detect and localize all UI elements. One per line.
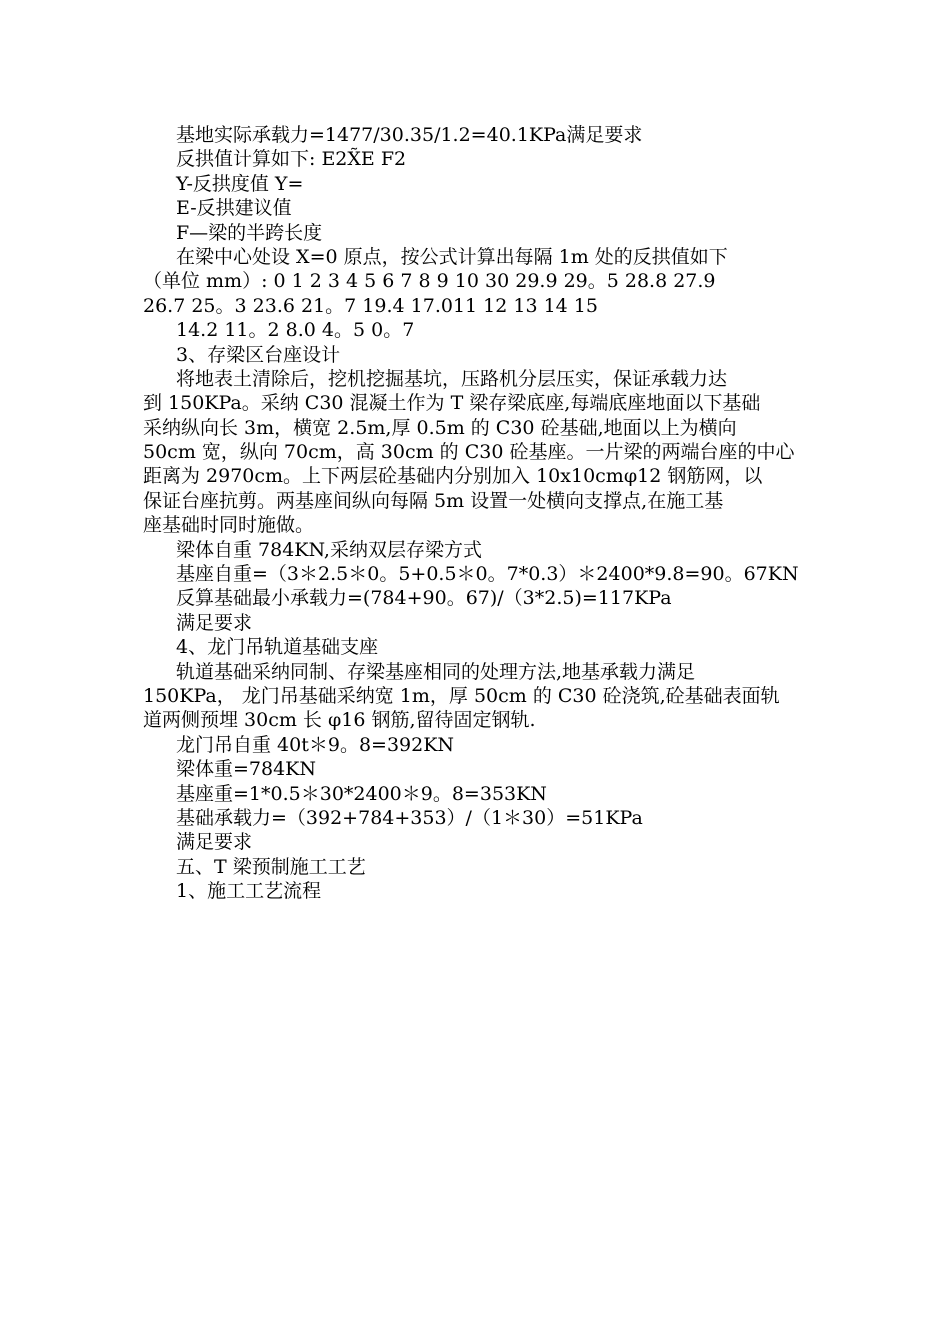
text-line: 满足要求: [176, 831, 253, 854]
text-line: 采纳纵向长 3m，横宽 2.5m,厚 0.5m 的 C30 砼基础,地面以上为横向: [143, 416, 737, 439]
text-line: 14.2 11。2 8.0 4。5 0。7: [176, 319, 415, 342]
text-line: 保证台座抗剪。两基座间纵向每隔 5m 设置一处横向支撑点,在施工基: [143, 489, 724, 512]
text-line: 五、T 梁预制施工工艺: [176, 855, 366, 878]
text-line: 梁体自重 784KN,采纳双层存梁方式: [176, 538, 482, 561]
text-line: 基地实际承载力=1477/30.35/1.2=40.1KPa满足要求: [176, 124, 643, 146]
text-line: 满足要求: [176, 611, 253, 634]
text-line: 基础承载力=（392+784+353）/（1＊30）=51KPa: [176, 806, 643, 829]
text-line: Y-反拱度值 Y=: [176, 172, 304, 195]
text-line: E-反拱建议值: [176, 197, 292, 220]
text-line: （单位 mm）: 0 1 2 3 4 5 6 7 8 9 10 30 29.9 29。5 28.8 27.9: [143, 270, 716, 293]
text-line: 距离为 2970cm。上下两层砼基础内分别加入 10x10cmφ12 钢筋网，以: [143, 465, 763, 488]
text-line: 在梁中心处设 X=0 原点，按公式计算出每隔 1m 处的反拱值如下: [176, 245, 728, 268]
text-line: 反拱值计算如下: E2X̃E F2: [176, 148, 407, 171]
text-line: 梁体重=784KN: [176, 758, 317, 781]
text-line: 1、施工工艺流程: [176, 880, 322, 903]
text-line: 基座重=1*0.5＊30*2400＊9。8=353KN: [176, 782, 547, 805]
document-body: [143, 123, 809, 904]
text-line: 反算基础最小承载力=(784+90。67)/（3*2.5)=117KPa: [176, 587, 672, 610]
text-line: 150KPa， 龙门吊基础采纳宽 1m，厚 50cm 的 C30 砼浇筑,砼基础表面轨: [143, 684, 780, 707]
text-line: 26.7 25。3 23.6 21。7 19.4 17.011 12 13 14 15: [143, 294, 598, 317]
text-line: 到 150KPa。采纳 C30 混凝土作为 T 梁存梁底座,每端底座地面以下基础: [143, 392, 761, 415]
text-line: 将地表土清除后，挖机挖掘基坑，压路机分层压实，保证承载力达: [176, 367, 728, 390]
text-line: 基座自重=（3＊2.5＊0。5+0.5＊0。7*0.3）＊2400*9.8=90。67KN: [176, 563, 799, 586]
text-line: 4、龙门吊轨道基础支座: [176, 636, 379, 659]
text-line: F—梁的半跨长度: [176, 221, 323, 244]
text-line: 3、存梁区台座设计: [176, 343, 341, 366]
text-line: 50cm 宽，纵向 70cm，高 30cm 的 C30 砼基座。一片梁的两端台座的中心: [143, 441, 795, 464]
text-line: 座基础时同时施做。: [143, 514, 315, 537]
text-line: 轨道基础采纳同制、存梁基座相同的处理方法,地基承载力满足: [176, 660, 696, 683]
text-line: 龙门吊自重 40t＊9。8=392KN: [176, 733, 455, 756]
text-line: 道两侧预埋 30cm 长 φ16 钢筋,留待固定钢轨.: [143, 709, 536, 732]
